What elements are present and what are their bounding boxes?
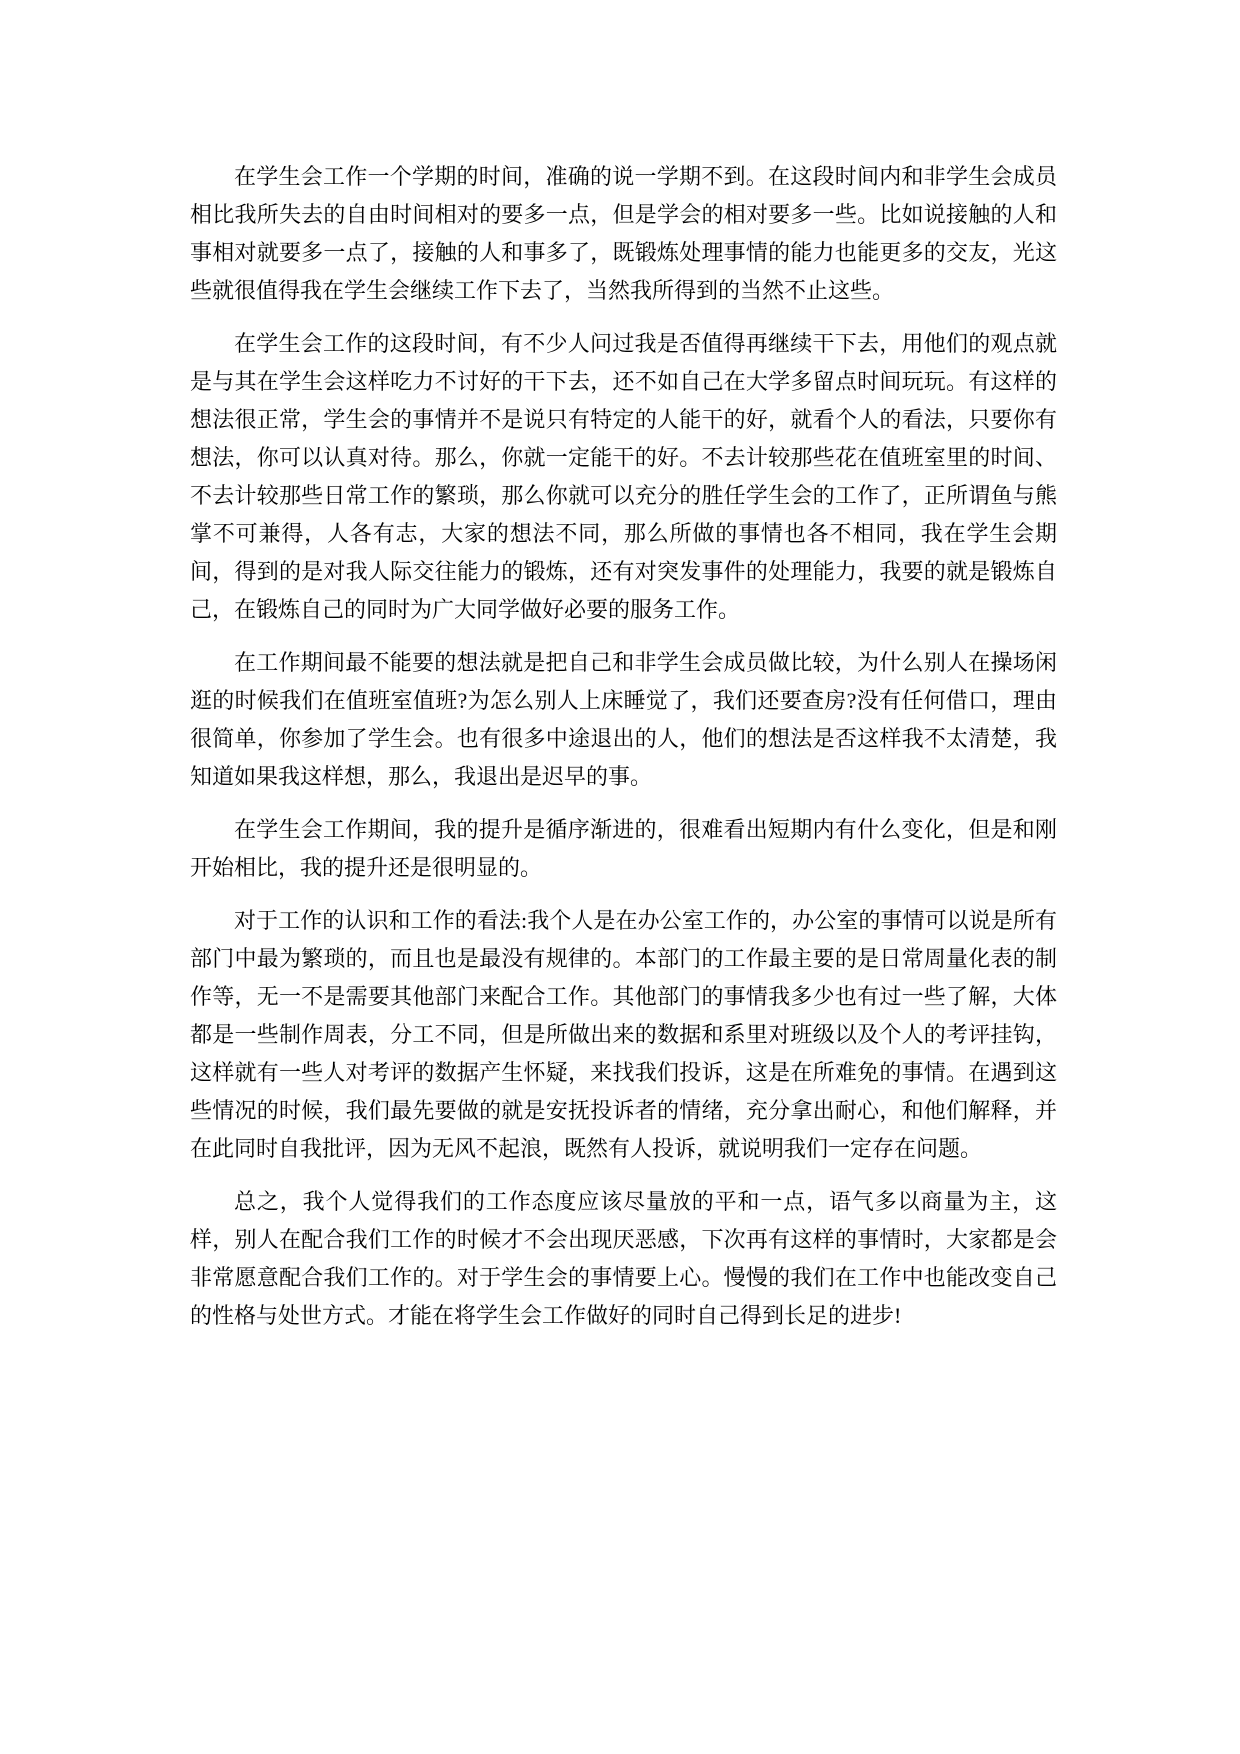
- paragraph-1: 在学生会工作一个学期的时间，准确的说一学期不到。在这段时间内和非学生会成员相比我所失去的自由时间相对的要多一点，但是学会的相对要多一些。比如说接触的人和事相对就要多一点了，接触的人和事多了，既锻炼处理事情的能力也能更多的交友，光这些就很值得我在学生会继续工作下去了，当然我所得到的当然不止这些。: [190, 164, 1057, 303]
- paragraph-5: 对于工作的认识和工作的看法:我个人是在办公室工作的，办公室的事情可以说是所有部门中最为繁琐的，而且也是最没有规律的。本部门的工作最主要的是日常周量化表的制作等，无一不是需要其他部门来配合工作。其他部门的事情我多少也有过一些了解，大体都是一些制作周表，分工不同，但是所做出来的数据和系里对班级以及个人的考评挂钩，这样就有一些人对考评的数据产生怀疑，来找我们投诉，这是在所难免的事情。在遇到这些情况的时候，我们最先要做的就是安抚投诉者的情绪，充分拿出耐心，和他们解释，并在此同时自我批评，因为无风不起浪，既然有人投诉，就说明我们一定存在问题。: [190, 908, 1057, 1161]
- paragraph-3: 在工作期间最不能要的想法就是把自己和非学生会成员做比较，为什么别人在操场闲逛的时候我们在值班室值班?为怎么别人上床睡觉了，我们还要查房?没有任何借口，理由很简单，你参加了学生会。也有很多中途退出的人，他们的想法是否这样我不太清楚，我知道如果我这样想，那么，我退出是迟早的事。: [190, 650, 1057, 789]
- paragraph-6: 总之，我个人觉得我们的工作态度应该尽量放的平和一点，语气多以商量为主，这样，别人在配合我们工作的时候才不会出现厌恶感，下次再有这样的事情时，大家都是会非常愿意配合我们工作的。对于学生会的事情要上心。慢慢的我们在工作中也能改变自己的性格与处世方式。才能在将学生会工作做好的同时自己得到长足的进步!: [190, 1189, 1057, 1328]
- paragraph-4: 在学生会工作期间，我的提升是循序渐进的，很难看出短期内有什么变化，但是和刚开始相比，我的提升还是很明显的。: [190, 817, 1057, 880]
- document-body: [190, 158, 1057, 1335]
- paragraph-2: 在学生会工作的这段时间，有不少人问过我是否值得再继续干下去，用他们的观点就是与其在学生会这样吃力不讨好的干下去，还不如自己在大学多留点时间玩玩。有这样的想法很正常，学生会的事情并不是说只有特定的人能干的好，就看个人的看法，只要你有想法，你可以认真对待。那么，你就一定能干的好。不去计较那些花在值班室里的时间、不去计较那些日常工作的繁琐，那么你就可以充分的胜任学生会的工作了，正所谓鱼与熊掌不可兼得，人各有志，大家的想法不同，那么所做的事情也各不相同，我在学生会期间，得到的是对我人际交往能力的锻炼，还有对突发事件的处理能力，我要的就是锻炼自己，在锻炼自己的同时为广大同学做好必要的服务工作。: [190, 331, 1057, 622]
